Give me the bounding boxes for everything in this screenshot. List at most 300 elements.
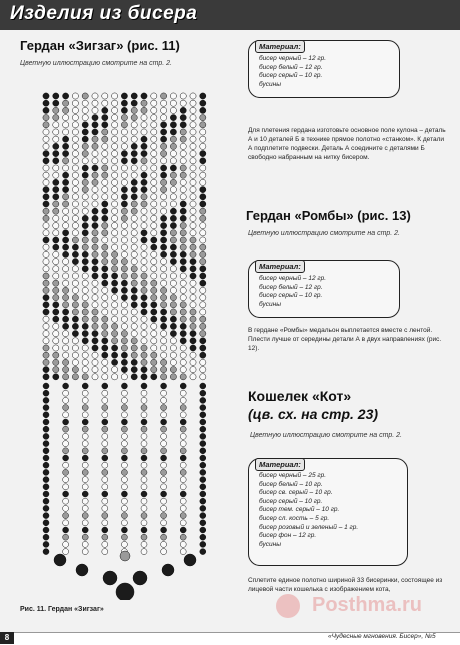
bead [180, 179, 186, 185]
bead [190, 287, 196, 293]
bead [151, 266, 157, 272]
bead [63, 151, 69, 157]
bead [161, 215, 167, 221]
bead [43, 412, 49, 418]
bead [151, 201, 157, 207]
bead [180, 534, 186, 540]
bead [121, 115, 127, 121]
bead [63, 469, 69, 475]
bead [131, 259, 137, 265]
bead [200, 165, 206, 171]
bead [53, 309, 59, 315]
bead [180, 187, 186, 193]
bead [121, 165, 127, 171]
bead [92, 151, 98, 157]
bead [92, 93, 98, 99]
material-box-romby [248, 260, 400, 318]
bead [92, 302, 98, 308]
bead [180, 491, 186, 497]
bead [43, 513, 49, 519]
material-box-title: Материал: [255, 458, 305, 471]
bead [200, 498, 206, 504]
bead [151, 295, 157, 301]
bead [43, 338, 49, 344]
koshelek-title-line2: (цв. сх. на стр. 23) [248, 406, 379, 422]
bead [190, 172, 196, 178]
bead [170, 359, 176, 365]
bead [102, 367, 108, 373]
bead [102, 165, 108, 171]
bead [200, 477, 206, 483]
bead [151, 143, 157, 149]
bead [102, 237, 108, 243]
bead [161, 412, 167, 418]
bead [82, 505, 88, 511]
bead [82, 309, 88, 315]
bead [170, 100, 176, 106]
bead [180, 251, 186, 257]
material-list-zigzag [259, 55, 326, 89]
bead [82, 93, 88, 99]
bead [102, 187, 108, 193]
bead [43, 201, 49, 207]
bead [82, 433, 88, 439]
bead [170, 244, 176, 250]
bead [200, 179, 206, 185]
bead [63, 223, 69, 229]
bead [102, 115, 108, 121]
bead [43, 136, 49, 142]
bead [141, 367, 147, 373]
bead [180, 338, 186, 344]
bead [53, 359, 59, 365]
material-item: бисер белый – 12 гр. [259, 63, 323, 71]
bead [43, 426, 49, 432]
bead [63, 331, 69, 337]
bead [200, 520, 206, 526]
bead [161, 223, 167, 229]
bead [180, 208, 186, 214]
bead [82, 223, 88, 229]
bead [141, 405, 147, 411]
bead [53, 273, 59, 279]
bead [170, 194, 176, 200]
bead [151, 158, 157, 164]
bead [141, 122, 147, 128]
bead [102, 273, 108, 279]
bead [112, 273, 118, 279]
bead [82, 441, 88, 447]
bead [200, 383, 206, 389]
bead [200, 259, 206, 265]
bead [43, 549, 49, 555]
bead [82, 462, 88, 468]
bead [180, 549, 186, 555]
bead [82, 323, 88, 329]
bead [121, 309, 127, 315]
watermark-icon [276, 594, 300, 618]
bead [121, 390, 127, 396]
bead [121, 513, 127, 519]
bead [190, 115, 196, 121]
bead [43, 390, 49, 396]
bead [63, 259, 69, 265]
bead [102, 469, 108, 475]
bead [82, 412, 88, 418]
bead [102, 374, 108, 380]
bead [92, 208, 98, 214]
bead [102, 230, 108, 236]
bead [82, 549, 88, 555]
bead [102, 491, 108, 497]
bead [131, 352, 137, 358]
bead [131, 345, 137, 351]
bead [54, 554, 66, 566]
bead [180, 426, 186, 432]
bead [63, 549, 69, 555]
bead [161, 513, 167, 519]
bead [82, 295, 88, 301]
bead [180, 323, 186, 329]
bead [53, 187, 59, 193]
bead [121, 405, 127, 411]
material-box-koshelek [248, 458, 408, 566]
bead [53, 352, 59, 358]
bead [161, 143, 167, 149]
bead [102, 280, 108, 286]
bead [151, 223, 157, 229]
bead [121, 107, 127, 113]
bead [112, 201, 118, 207]
bead [161, 165, 167, 171]
bead [63, 122, 69, 128]
bead [180, 273, 186, 279]
bead [141, 505, 147, 511]
bead [102, 251, 108, 257]
bead [200, 441, 206, 447]
bead [82, 513, 88, 519]
bead [63, 505, 69, 511]
bead [43, 316, 49, 322]
bead [53, 107, 59, 113]
bead [200, 352, 206, 358]
bead [53, 208, 59, 214]
bead [200, 338, 206, 344]
bead [43, 187, 49, 193]
bead [131, 165, 137, 171]
bead [190, 266, 196, 272]
bead [82, 359, 88, 365]
bead [131, 309, 137, 315]
bead [161, 230, 167, 236]
bead [102, 331, 108, 337]
bead [190, 223, 196, 229]
bead [72, 259, 78, 265]
bead [72, 143, 78, 149]
material-item: бусины [259, 540, 281, 548]
bead [141, 93, 147, 99]
bead [151, 208, 157, 214]
bead [43, 179, 49, 185]
bead [131, 323, 137, 329]
bead [63, 230, 69, 236]
bead [72, 179, 78, 185]
bead [43, 215, 49, 221]
bead [170, 208, 176, 214]
bead [170, 338, 176, 344]
bead [72, 280, 78, 286]
bead [180, 448, 186, 454]
romby-description: В гердане «Ромбы» медальон выплетается вместе с лентой. Плести лучше от середины детали А в двух направлениях (рис. 12). [248, 327, 442, 352]
bead [180, 520, 186, 526]
bead [102, 426, 108, 432]
bead [170, 187, 176, 193]
bead [92, 201, 98, 207]
bead [92, 158, 98, 164]
bead [131, 244, 137, 250]
bead [141, 412, 147, 418]
bead [121, 172, 127, 178]
bead [190, 323, 196, 329]
bead [43, 367, 49, 373]
bead [82, 208, 88, 214]
bead [161, 352, 167, 358]
bead [151, 237, 157, 243]
bead [131, 187, 137, 193]
bead [141, 448, 147, 454]
material-item: бисер серый – 10 гр. [259, 292, 323, 300]
bead [43, 266, 49, 272]
bead [112, 107, 118, 113]
bead [180, 194, 186, 200]
bead [161, 367, 167, 373]
bead [63, 513, 69, 519]
bead [161, 491, 167, 497]
bead [92, 100, 98, 106]
bead [161, 107, 167, 113]
bead [53, 345, 59, 351]
bead [200, 309, 206, 315]
bead [161, 136, 167, 142]
bead [200, 345, 206, 351]
bead [53, 266, 59, 272]
bead [43, 165, 49, 171]
bead [72, 107, 78, 113]
bead [102, 223, 108, 229]
bead [200, 115, 206, 121]
bead [170, 345, 176, 351]
bead [92, 331, 98, 337]
bead [92, 165, 98, 171]
bead [102, 93, 108, 99]
bead [200, 549, 206, 555]
bead [112, 309, 118, 315]
bead [180, 165, 186, 171]
bead [161, 172, 167, 178]
bead [180, 230, 186, 236]
bead [161, 441, 167, 447]
bead [43, 230, 49, 236]
bead [170, 280, 176, 286]
bead [200, 194, 206, 200]
bead [151, 100, 157, 106]
bead [53, 374, 59, 380]
zigzag-description: Для плетения гердана изготовьте основное поле кулона – деталь А и 10 деталей Б в технике прямое полотно «станком». К детали А подплетите подвески. Деталь А соедините с деталями Б свободно набранным на нитку бисером. [248, 127, 446, 161]
bead [112, 93, 118, 99]
bead [170, 309, 176, 315]
bead [141, 115, 147, 121]
bead [131, 331, 137, 337]
bead [141, 316, 147, 322]
bead [131, 230, 137, 236]
bead [200, 527, 206, 533]
bead [180, 316, 186, 322]
bead [43, 534, 49, 540]
bead [121, 484, 127, 490]
bead [131, 107, 137, 113]
bead [161, 208, 167, 214]
bead [170, 367, 176, 373]
bead [141, 352, 147, 358]
bead [200, 287, 206, 293]
bead [82, 419, 88, 425]
bead [43, 323, 49, 329]
bead [161, 383, 167, 389]
bead [141, 477, 147, 483]
bead [63, 266, 69, 272]
bead [121, 302, 127, 308]
bead [200, 280, 206, 286]
bead [102, 397, 108, 403]
bead [63, 374, 69, 380]
bead [161, 309, 167, 315]
bead [200, 374, 206, 380]
bead [131, 158, 137, 164]
bead [131, 287, 137, 293]
bead [190, 151, 196, 157]
bead [82, 266, 88, 272]
bead [141, 397, 147, 403]
bead [190, 143, 196, 149]
bead [82, 397, 88, 403]
bead [72, 194, 78, 200]
bead [141, 359, 147, 365]
bead [190, 215, 196, 221]
bead [180, 287, 186, 293]
bead [102, 295, 108, 301]
bead [170, 230, 176, 236]
bead [200, 397, 206, 403]
bead [82, 273, 88, 279]
material-item: бисер тем. серый – 10 гр. [259, 506, 340, 514]
bead [82, 302, 88, 308]
bead [151, 107, 157, 113]
bead [141, 280, 147, 286]
bead [161, 158, 167, 164]
bead [141, 513, 147, 519]
bead [170, 352, 176, 358]
bead [72, 359, 78, 365]
bead [141, 143, 147, 149]
bead [63, 491, 69, 497]
material-item: бисер черный – 12 гр. [259, 55, 327, 62]
bead [161, 122, 167, 128]
bead [190, 345, 196, 351]
bead [190, 93, 196, 99]
bead [200, 100, 206, 106]
bead [190, 259, 196, 265]
bead [112, 129, 118, 135]
bead [161, 534, 167, 540]
bead [141, 208, 147, 214]
bead [53, 201, 59, 207]
bead [43, 122, 49, 128]
bead [63, 107, 69, 113]
bead [82, 455, 88, 461]
bead [180, 100, 186, 106]
bead [63, 309, 69, 315]
bead [121, 455, 127, 461]
bead [141, 527, 147, 533]
bead [161, 549, 167, 555]
bead [92, 316, 98, 322]
bead [82, 390, 88, 396]
bead [82, 383, 88, 389]
bead [63, 441, 69, 447]
bead [72, 93, 78, 99]
bead [112, 367, 118, 373]
bead [92, 359, 98, 365]
bead [180, 309, 186, 315]
bead [63, 129, 69, 135]
bead [53, 151, 59, 157]
bead [102, 309, 108, 315]
bead [180, 280, 186, 286]
bead [121, 419, 127, 425]
bead [72, 237, 78, 243]
bead [161, 505, 167, 511]
bead [43, 484, 49, 490]
bead [161, 179, 167, 185]
bead [43, 383, 49, 389]
bead [161, 345, 167, 351]
bead [102, 505, 108, 511]
bead [53, 179, 59, 185]
bead [141, 462, 147, 468]
bead [200, 201, 206, 207]
page-number: 8 [0, 632, 14, 644]
bead [190, 165, 196, 171]
bead [72, 208, 78, 214]
bead [141, 345, 147, 351]
bead [121, 266, 127, 272]
bead [53, 237, 59, 243]
bead [82, 374, 88, 380]
material-item: бисер фон – 12 гр. [259, 532, 317, 540]
bead [112, 179, 118, 185]
bead [82, 469, 88, 475]
bead [121, 541, 127, 547]
koshelek-title-line1: Кошелек «Кот» [248, 388, 352, 404]
bead [190, 316, 196, 322]
bead [131, 359, 137, 365]
bead [82, 215, 88, 221]
bead [200, 208, 206, 214]
bead [161, 527, 167, 533]
bead [190, 122, 196, 128]
bead [180, 412, 186, 418]
bead [180, 383, 186, 389]
